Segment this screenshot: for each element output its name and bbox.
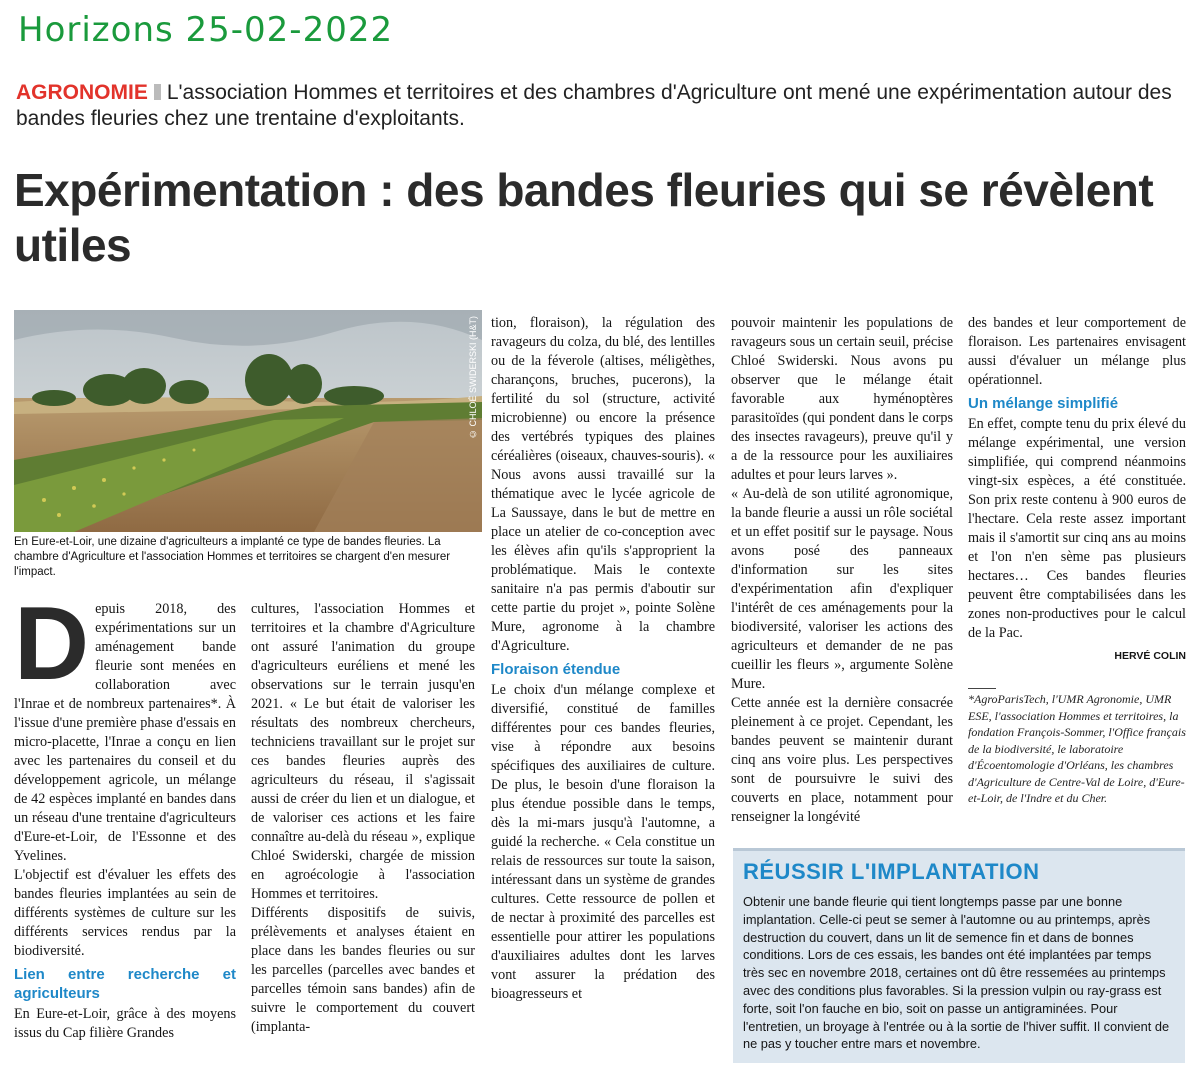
chapeau — [16, 80, 1186, 132]
source-label: Horizons 25-02-2022 — [18, 10, 394, 50]
sidebar-text: Obtenir une bande fleurie qui tient longtemps passe par une bonne implantation. Celle-ci peut se semer à l'automne ou au printemps, après destruction du couvert, dans un lit de semence fin et dans de bonnes conditions. Lors de ces essais, les bandes ont été implantées par temps très sec en novembre 2018, certaines ont dû être ressemées au printemps avec des conditions plus favorables. Si la pression vulpin ou ray-grass est forte, soit l'on fauche en bio, soit on passe un antigraminées. Pour l'entretien, un broyage à l'entrée ou à la sortie de l'hiver suffit. Il convient de ne pas y toucher entre mars et novembre. — [743, 894, 1170, 1052]
sidebar-title: RÉUSSIR L'IMPLANTATION — [743, 859, 1040, 884]
subhead-lien-recherche: Lien entre recherche et agriculteurs — [14, 966, 236, 1002]
col5-paragraph-2: En effet, compte tenu du prix élevé du mélange expérimental, une version simplifiée, qui comprend néanmoins vingt-six espèces, a été constituée. Son prix reste contenu à 900 euros de l'hectare. Cela reste assez important mais il s'amortit sur cinq ans au moins et l'on n'en sème pas plusieurs hectares… Ces bandes fleuries peuvent être comptabilisées dans les zones non-productives pour le calcul de la Pac. — [968, 416, 1186, 641]
footnote — [968, 688, 1186, 807]
article-photo — [14, 310, 482, 532]
author-signature: HERVÉ COLIN — [1114, 650, 1186, 662]
column-4 — [731, 314, 953, 827]
column-3 — [491, 314, 715, 1004]
col1-paragraph-2: L'objectif est d'évaluer les effets des bandes fleuries implantées au sein de différents systèmes de culture sur les différents services rendus par la biodiversité. — [14, 867, 236, 959]
photo-credit: © CHLOÉ SWIDERSKI (H&T) — [468, 316, 478, 440]
footnote-rule — [968, 688, 996, 689]
subhead-melange: Un mélange simplifié — [968, 395, 1119, 412]
col3-paragraph-1: tion, floraison), la régulation des ravageurs du colza, du blé, des lentilles ou de la féverole (altises, méligèthes, charançons, bruches, pucerons), la fertilité du sol (structure, activité microbienne) ou encore la présence des vertébrés typiques des plaines céréalières (oiseaux, chauves-souris). « Nous avons aussi travaillé sur la thématique avec le lycée agricole de La Saussaye, dans le but de mettre en place un atelier de co-conception avec les élèves afin qu'ils s'approprient la problématique. Mais le contexte sanitaire n'a pas permis d'aboutir sur cette partie du projet », pointe Solène Mure, agronome à la chambre d'Agriculture. — [491, 315, 715, 654]
sidebar-box — [733, 848, 1185, 1063]
field-photo-illustration — [14, 310, 482, 532]
rubric-separator — [154, 84, 161, 100]
article-headline: Expérimentation : des bandes fleuries qui se révèlent utiles — [14, 164, 1154, 271]
chapeau-text: L'association Hommes et territoires et des chambres d'Agriculture ont mené une expérimentation autour des bandes fleuries chez une trentaine d'exploitants. — [16, 81, 1172, 130]
column-2 — [251, 600, 475, 1037]
col4-paragraph-3: Cette année est la dernière consacrée pleinement à ce projet. Cependant, les bandes peuvent se maintenir durant cinq ans voire plus. Les perspectives sont de poursuivre le suivi des couverts en place, notamment pour renseigner la longévité — [731, 695, 953, 825]
subhead-floraison: Floraison étendue — [491, 661, 621, 678]
col3-paragraph-2: Le choix d'un mélange complexe et diversifié, constitué de familles différentes pour ces bandes fleuries, vise à répondre aux besoins spécifiques des auxiliaires de culture. De plus, le besoin d'une floraison la plus étendue possible dans le temps, dès la mi-mars jusqu'à l'automne, a guidé la recherche. « Cela constitue un relais de ressources sur toute la saison, intéressant dans un système de grandes cultures. Cette ressource de pollen et de nectar à proximité des parcelles est essentielle pour attirer les populations d'auxiliaires adultes dont les larves vont assurer la prédation des bioagresseurs et — [491, 682, 715, 1002]
col2-paragraph-2: Différents dispositifs de suivis, prélèvements et analyses étaient en place dans les bandes fleuries ou sur les parcelles (parcelles avec bandes et parcelles témoin sans bandes) afin de suivre le comportement du couvert (implanta- — [251, 905, 475, 1035]
col2-paragraph-1: cultures, l'association Hommes et territoires et la chambre d'Agriculture ont assuré l'animation du groupe d'agriculteurs euréliens et mené les observations sur le terrain jusqu'en 2021. « Le but était de valoriser les résultats des nombreux chercheurs, techniciens travaillant sur le projet sur ces bandes fleuries auprès des agriculteurs du réseau, il s'agissait aussi de créer du lien et un dialogue, et de valoriser ces actions et les faire connaître au-delà du réseau », explique Chloé Swiderski, chargée de mission en agroécologie à l'association Hommes et territoires. — [251, 601, 475, 902]
col1-paragraph-1: epuis 2018, des expérimentations sur un aménagement bande fleurie sont menées en collaboration avec l'Inrae et de nombreux partenaires*. À l'issue d'une première phase d'essais en micro-placette, l'Inrae a conçu en lien avec les partenaires du conseil et du développement agricole, un mélange de 42 espèces implanté en bandes dans un réseau d'une trentaine d'agriculteurs d'Eure-et-Loir, de l'Essonne et des Yvelines. — [14, 601, 236, 864]
rubric-label: AGRONOMIE — [16, 81, 148, 104]
footnote-text: *AgroParisTech, l'UMR Agronomie, UMR ESE, l'association Hommes et territoires, la fondation François-Sommer, l'Office français de la biodiversité, le laboratoire d'Écoentomologie d'Orléans, les chambres d'Agriculture de Centre-Val de Loire, d'Eure-et-Loir, de l'Indre et du Cher. — [968, 692, 1186, 805]
column-1 — [14, 586, 236, 1043]
col5-paragraph-1: des bandes et leur comportement de floraison. Les partenaires envisagent aussi d'évaluer un mélange plus opérationnel. — [968, 315, 1186, 388]
col1-paragraph-3: En Eure-et-Loir, grâce à des moyens issus du Cap filière Grandes — [14, 1006, 236, 1041]
col4-paragraph-2: « Au-delà de son utilité agronomique, la bande fleurie a aussi un rôle sociétal et un effet positif sur le paysage. Nous avons posé des panneaux d'information sur les sites d'expérimentation afin d'expliquer l'intérêt de ces aménagements pour la biodiversité, valoriser les actions des agriculteurs et demander de ne pas cueillir les fleurs », argumente Solène Mure. — [731, 486, 953, 692]
col4-paragraph-1: pouvoir maintenir les populations de ravageurs sous un certain seuil, précise Chloé Swiderski. Nous avons pu observer que le mélange était favorable aux hyménoptères parasitoïdes (qui pondent dans le corps des insectes ravageurs), preuve qu'il y a de la ressource pour les auxiliaires adultes et pour leurs larves ». — [731, 315, 953, 483]
dropcap: D — [14, 586, 90, 702]
photo-caption: En Eure-et-Loir, une dizaine d'agriculteurs a implanté ce type de bandes fleuries. La chambre d'Agriculture et l'association Hommes et territoires se chargent d'en mesurer l'impact. — [14, 536, 451, 578]
column-5 — [968, 314, 1186, 666]
